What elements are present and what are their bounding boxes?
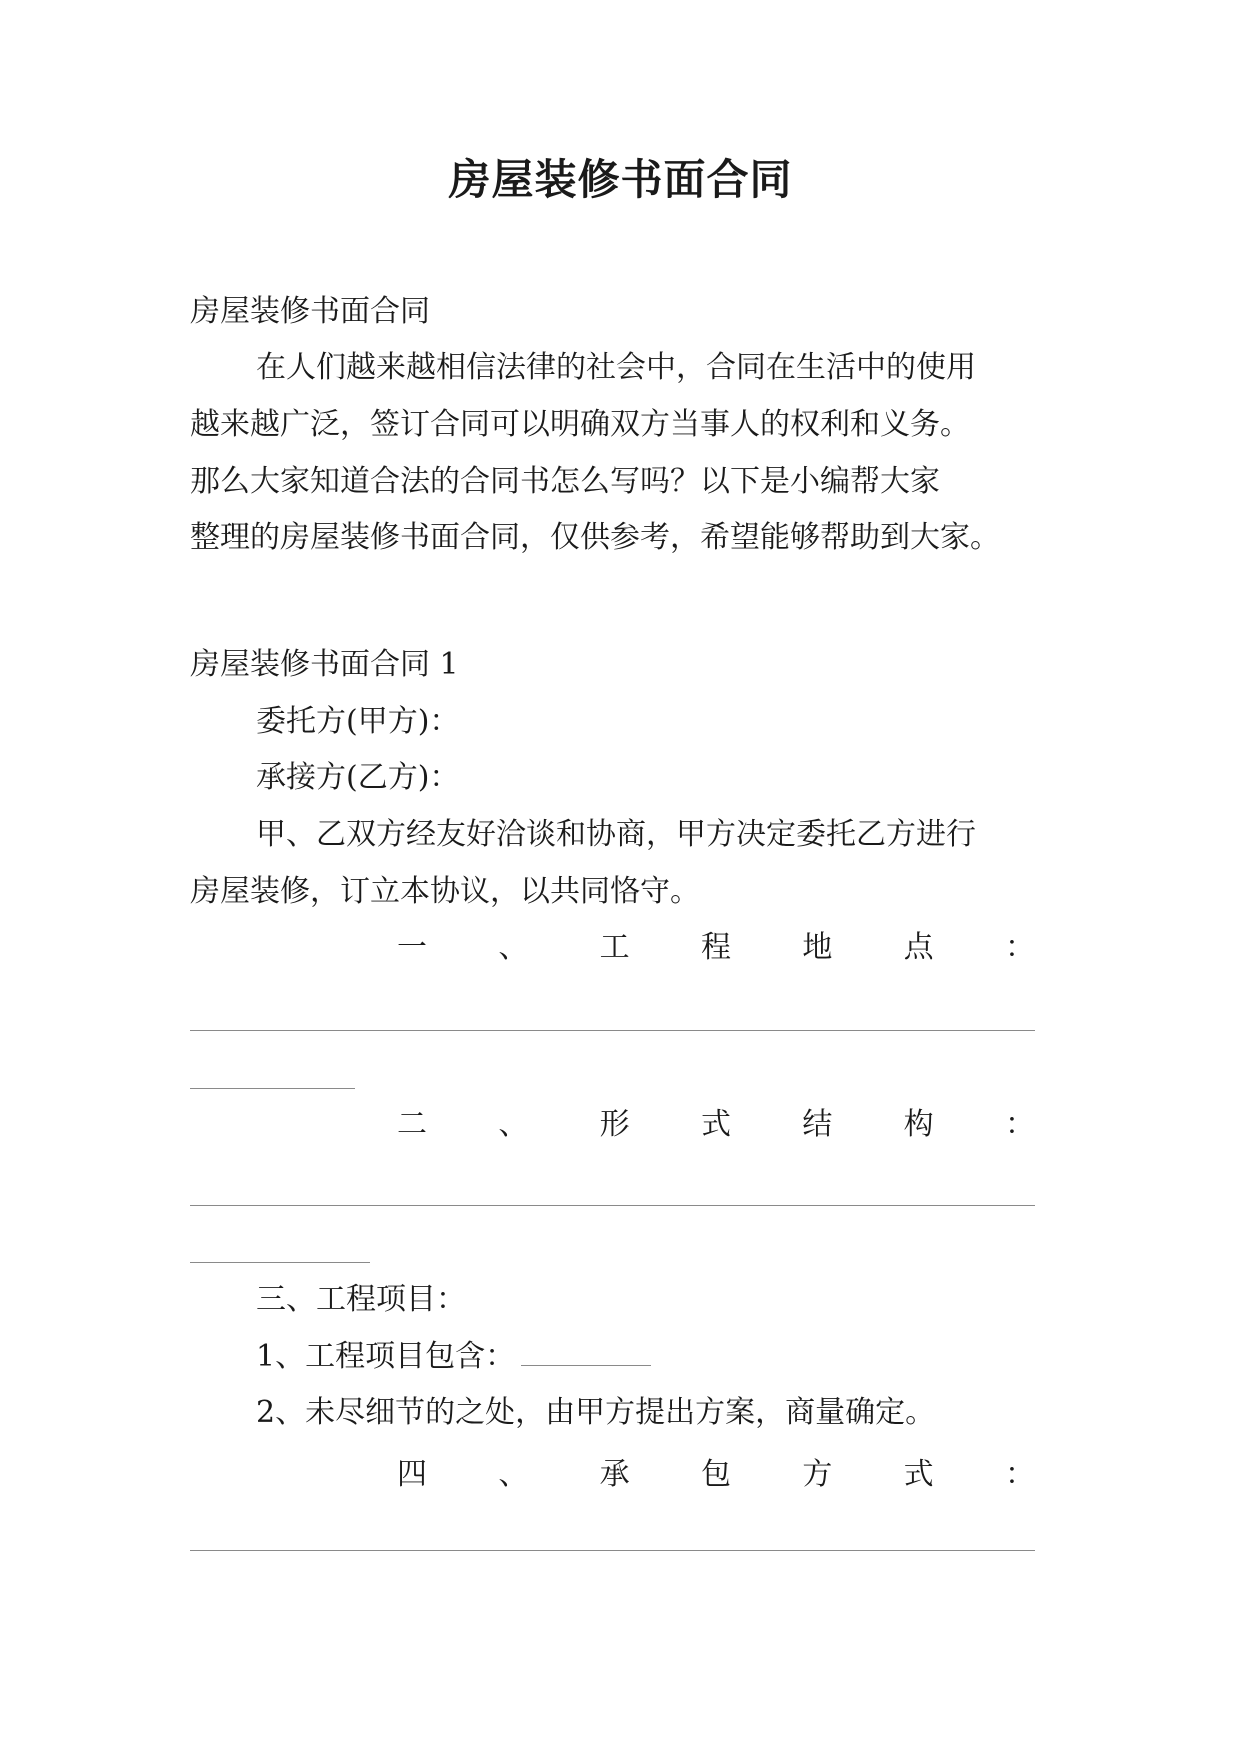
section-4-char: 包 bbox=[700, 1457, 731, 1492]
section-3-item-1 bbox=[256, 1337, 651, 1377]
section-3-heading: 三、工程项目： bbox=[256, 1282, 466, 1317]
section-2-fill-line-2 bbox=[190, 1262, 370, 1263]
section-4-char: 四 bbox=[397, 1457, 427, 1492]
section-2-char: 形 bbox=[599, 1107, 630, 1142]
section-1-char: 地 bbox=[802, 930, 833, 965]
section-2-char: 结 bbox=[802, 1107, 833, 1142]
section-1-char: ： bbox=[1004, 930, 1035, 965]
section-1-char: 、 bbox=[498, 930, 529, 965]
preamble-line-1: 甲、乙双方经友好洽谈和协商，甲方决定委托乙方进行 bbox=[256, 817, 976, 852]
section-1-char: 工 bbox=[599, 930, 630, 965]
section-1-char: 程 bbox=[700, 930, 731, 965]
section-3-item-2: 2、未尽细节的之处，由甲方提出方案，商量确定。 bbox=[256, 1395, 936, 1430]
party-b-label: 承接方(乙方)： bbox=[256, 760, 460, 795]
preamble-line-2: 房屋装修，订立本协议，以共同恪守。 bbox=[190, 874, 700, 909]
section-2-char: 二 bbox=[397, 1107, 427, 1142]
intro-line-1: 在人们越来越相信法律的社会中，合同在生活中的使用 bbox=[256, 350, 976, 385]
section-4-char: 方 bbox=[802, 1457, 833, 1492]
section-2-char: 式 bbox=[700, 1107, 731, 1142]
document-title: 房屋装修书面合同 bbox=[448, 155, 793, 204]
section-4-fill-line-1 bbox=[190, 1550, 1035, 1551]
contract-heading: 房屋装修书面合同 1 bbox=[190, 647, 459, 682]
section-2-char: 、 bbox=[498, 1107, 529, 1142]
section-2-char: 构 bbox=[903, 1107, 934, 1142]
section-1-fill-line-1 bbox=[190, 1030, 1035, 1031]
section-2-heading bbox=[190, 1105, 1035, 1145]
section-2-fill-line-1 bbox=[190, 1205, 1035, 1206]
intro-line-4: 整理的房屋装修书面合同，仅供参考，希望能够帮助到大家。 bbox=[190, 520, 1000, 555]
section-4-char: 、 bbox=[498, 1457, 529, 1492]
intro-heading: 房屋装修书面合同 bbox=[190, 294, 430, 329]
section-4-char: ： bbox=[1004, 1457, 1035, 1492]
intro-line-3: 那么大家知道合法的合同书怎么写吗？以下是小编帮大家 bbox=[190, 464, 940, 499]
section-3-item-1-label: 1、工程项目包含： bbox=[256, 1339, 516, 1374]
section-1-fill-line-2 bbox=[190, 1088, 355, 1089]
section-1-heading bbox=[190, 928, 1035, 968]
section-4-heading bbox=[190, 1455, 1035, 1495]
section-4-char: 承 bbox=[599, 1457, 630, 1492]
section-4-char: 式 bbox=[903, 1457, 934, 1492]
intro-line-2: 越来越广泛，签订合同可以明确双方当事人的权利和义务。 bbox=[190, 407, 970, 442]
section-3-item-1-blank bbox=[521, 1337, 651, 1366]
party-a-label: 委托方(甲方)： bbox=[256, 704, 460, 739]
section-2-char: ： bbox=[1004, 1107, 1035, 1142]
section-1-char: 一 bbox=[397, 930, 427, 965]
section-1-char: 点 bbox=[903, 930, 934, 965]
